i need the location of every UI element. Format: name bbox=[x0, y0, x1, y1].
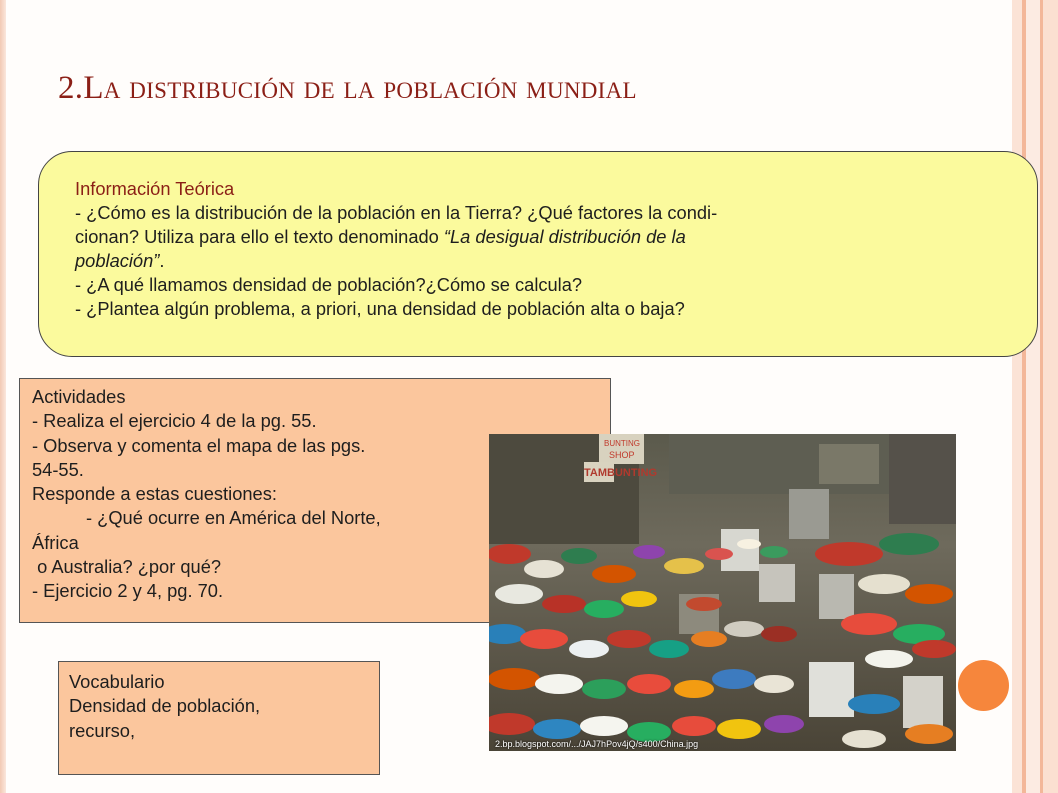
vocabulary-heading: Vocabulario bbox=[69, 671, 165, 692]
info-question-2: - ¿A qué llamamos densidad de población?¿Cómo se calcula? bbox=[75, 274, 583, 295]
activity-question-end: o Australia? ¿por qué? bbox=[32, 556, 222, 578]
crowd-umbrellas-photo bbox=[489, 434, 956, 751]
info-heading: Información Teórica bbox=[75, 178, 235, 199]
info-question-1: - ¿Cómo es la distribución de la población en la Tierra? ¿Qué factores la condi- bbox=[75, 202, 718, 223]
activity-2: - Observa y comenta el mapa de las pgs. bbox=[32, 434, 366, 456]
text-reference: “La desigual distribución de la bbox=[443, 226, 686, 247]
vocabulary-box bbox=[58, 661, 380, 775]
activity-2-cont: 54-55. bbox=[32, 458, 84, 480]
activity-question: - ¿Qué ocurre en América del Norte, bbox=[86, 507, 381, 529]
left-decorative-stripe bbox=[0, 0, 6, 793]
theory-info-box bbox=[38, 151, 1038, 357]
activity-questions-heading: Responde a estas cuestiones: bbox=[32, 483, 277, 505]
sign-text: SHOP bbox=[609, 450, 635, 460]
info-question-1-cont: cionan? Utiliza para ello el texto denominado “La desigual distribución de la bbox=[75, 226, 686, 247]
vocabulary-term-2: recurso, bbox=[69, 719, 136, 741]
photo-caption: 2.bp.blogspot.com/.../JAJ7hPov4jQ/s400/China.jpg bbox=[495, 739, 699, 749]
activity-1: - Realiza el ejercicio 4 de la pg. 55. bbox=[32, 410, 317, 432]
slide-title: 2.La distribución de la población mundial bbox=[58, 70, 637, 106]
right-decorative-stripes bbox=[1012, 0, 1058, 793]
info-question-3: - ¿Plantea algún problema, a priori, una densidad de población alta o baja? bbox=[75, 298, 685, 319]
activity-question-cont: África bbox=[32, 531, 79, 553]
vocabulary-term-1: Densidad de población, bbox=[69, 695, 261, 717]
activities-heading: Actividades bbox=[32, 386, 126, 407]
sign-text: TAMBUNTING bbox=[584, 467, 658, 479]
decorative-orange-circle bbox=[958, 660, 1009, 711]
activity-3: - Ejercicio 2 y 4, pg. 70. bbox=[32, 580, 224, 602]
sign-text: BUNTING bbox=[604, 439, 640, 448]
info-question-1-end: población”. bbox=[75, 250, 165, 271]
